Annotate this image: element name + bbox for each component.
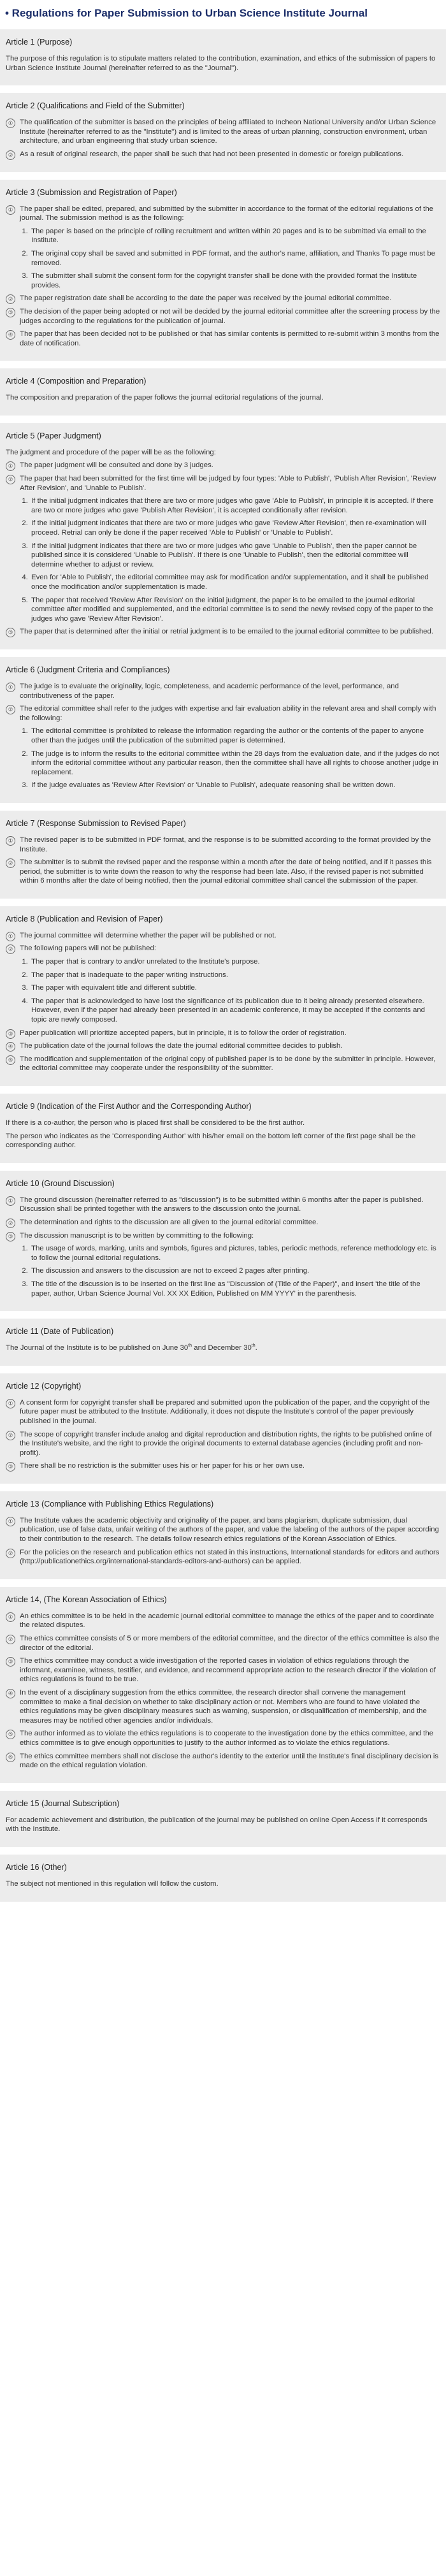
clause-number-icon: ④ <box>6 1689 15 1698</box>
clause-item <box>6 944 440 1024</box>
article-title: Article 13 (Compliance with Publishing Ethics Regulations) <box>6 1499 214 1509</box>
article-title: Article 15 (Journal Subscription) <box>6 1798 120 1808</box>
clause-item <box>6 1688 440 1725</box>
clause-item <box>6 1430 440 1458</box>
clause-item <box>6 1612 440 1630</box>
article-title: Article 16 (Other) <box>6 1862 67 1872</box>
clause-item <box>6 627 440 637</box>
clause-item <box>6 836 440 854</box>
sub-clause-item: 3. The paper with equivalent title and different subtitle. <box>30 983 440 993</box>
sub-clause-list <box>20 1244 440 1298</box>
clause-item <box>6 1548 440 1567</box>
article-title: Article 7 (Response Submission to Revised Paper) <box>6 818 186 828</box>
clause-number-icon: ② <box>6 294 15 304</box>
clause-number-icon: ③ <box>6 1232 15 1241</box>
clause-list <box>6 118 440 159</box>
clause-text: The submitter is to submit the revised paper and the response within a month after the date of being notified, and if it passes this period, the submitter is to write down the reason to why the response had been late. Also, if the revised paper is not submitted within 6 months after the date of being notified, then the journal editorial committee shall cancel the submission of the paper. <box>20 858 432 885</box>
article-title: Article 4 (Composition and Preparation) <box>6 377 147 386</box>
clause-text: There shall be no restriction is the submitter uses his or her paper for his or her own use. <box>20 1462 305 1470</box>
article-title: Article 6 (Judgment Criteria and Compliances) <box>6 665 170 674</box>
clause-text: As a result of original research, the paper shall be such that had not been presented in domestic or foreign publications. <box>20 150 404 158</box>
clause-text: The ethics committee consists of 5 or more members of the editorial committee, and the director of the ethics committee is also the director of the editorial. <box>20 1635 440 1652</box>
articles-list <box>0 29 446 1902</box>
clause-text: The editorial committee shall refer to the judges with expertise and fair evaluation ability in the relevant area and shall comply with the following: <box>20 705 436 722</box>
clause-item <box>6 1752 440 1770</box>
clause-text: The judge is to evaluate the originality, logic, completeness, and academic performance of the level, performance, and contributiveness of the paper. <box>20 682 399 700</box>
sub-clause-item: 5. The paper that received 'Review After Revision' on the initial judgment, the paper is to be emailed to the journal editorial committee after modified and supplemented, and the editorial committee is to send the newly revised copy of the paper to the judges who gave 'Review After Revision'. <box>30 596 440 624</box>
clause-number-icon: ② <box>6 1549 15 1558</box>
clause-number-icon: ③ <box>6 1657 15 1667</box>
article-7 <box>0 811 446 899</box>
article-9 <box>0 1094 446 1163</box>
clause-item <box>6 1231 440 1299</box>
clause-number-icon: ① <box>6 1399 15 1408</box>
sub-clause-item: 2. The discussion and answers to the discussion are not to exceed 2 pages after printing. <box>30 1266 440 1276</box>
sub-clause-list <box>20 957 440 1025</box>
article-paragraph: If there is a co-author, the person who is placed first shall be considered to be the first author. <box>6 1119 305 1127</box>
article-11 <box>0 1319 446 1366</box>
article-title: Article 12 (Copyright) <box>6 1381 82 1391</box>
sub-clause-item: 1. The paper is based on the principle of rolling recruitment and written within 20 pages and is to be submitted via email to the Institute. <box>30 227 440 245</box>
clause-item <box>6 1729 440 1747</box>
clause-item <box>6 329 440 348</box>
clause-text: For the policies on the research and publication ethics not stated in this instructions, International standards for editors and authors (http://publicationethics.org/international-standards-editors-and-authors) can be applied. <box>20 1548 440 1566</box>
clause-number-icon: ① <box>6 1196 15 1206</box>
clause-text: The author informed as to violate the ethics regulations is to cooperate to the investigation done by the ethics committee, and the ethics committee is to give enough opportunities to justify to the author informed as to violate the ethics regulations. <box>20 1730 434 1747</box>
clause-text: The ground discussion (hereinafter referred to as "discussion") is to be submitted within 6 months after the paper is published. Discussion shall be printed together with the answers to the discussion onto the journal. <box>20 1196 424 1213</box>
clause-number-icon: ② <box>6 858 15 868</box>
article-10 <box>0 1171 446 1311</box>
text-part: The Journal of the Institute is to be published on June 30 <box>6 1344 189 1352</box>
clause-text: The following papers will not be published: <box>20 944 157 953</box>
article-title: Article 5 (Paper Judgment) <box>6 431 101 440</box>
sub-clause-item: 2. The judge is to inform the results to the editorial committee within the 28 days from the evaluation date, and if the judges do not inform the editorial committee without any particular reason, then the committee shall have all rights to choose another judge in replacement. <box>30 749 440 778</box>
clause-text: The revised paper is to be submitted in PDF format, and the response is to be submitted according to the format provided by the Institute. <box>20 836 431 853</box>
clause-list <box>6 461 440 637</box>
clause-text: The paper registration date shall be according to the date the paper was received by the journal editorial committee. <box>20 294 392 303</box>
clause-item <box>6 1055 440 1073</box>
clause-number-icon: ⑤ <box>6 1730 15 1739</box>
clause-item <box>6 1218 440 1227</box>
clause-text: The paper that has been decided not to be published or that has similar contents is permitted to re-submit within 3 months from the date of notification. <box>20 330 440 347</box>
sub-clause-list <box>20 727 440 790</box>
article-text: For academic achievement and distribution, the publication of the journal may be published on online Open Access if it corresponds with the Institute. <box>6 1816 428 1834</box>
page-title: • Regulations for Paper Submission to Urban Science Institute Journal <box>5 7 368 19</box>
clause-text: The ethics committee members shall not disclose the author's identity to the exterior until the Institute's final disciplinary decision is made on the ethical regulation violation. <box>20 1752 439 1770</box>
clause-item <box>6 307 440 326</box>
clause-list <box>6 836 440 886</box>
clause-item <box>6 118 440 146</box>
clause-number-icon: ② <box>6 705 15 714</box>
clause-number-icon: ④ <box>6 330 15 340</box>
clause-number-icon: ① <box>6 461 15 471</box>
article-text: The judgment and procedure of the paper will be as the following: <box>6 448 216 456</box>
article-text: The subject not mentioned in this regulation will follow the custom. <box>6 1879 219 1888</box>
clause-text: The paper that had been submitted for the first time will be judged by four types: 'Able to Publish', 'Publish After Revision', 'Review After Revision', and 'Unable to Publish'. <box>20 475 436 492</box>
clause-item <box>6 1041 440 1051</box>
article-8 <box>0 906 446 1086</box>
article-paragraph: The person who indicates as the 'Corresponding Author' with his/her email on the bottom left corner of the first page shall be the corresponding author. <box>6 1132 416 1150</box>
clause-number-icon: ② <box>6 150 15 160</box>
clause-text: The ethics committee may conduct a wide investigation of the reported cases in violation of ethics regulations through the informant, examinee, witness, testifier, and evidence, and recommend appropriate action to the research director if the violation of ethics regulations is found to be true. <box>20 1657 436 1684</box>
clause-number-icon: ① <box>6 119 15 128</box>
clause-number-icon: ① <box>6 932 15 941</box>
clause-number-icon: ⑥ <box>6 1753 15 1762</box>
article-title: Article 10 (Ground Discussion) <box>6 1178 115 1188</box>
clause-item <box>6 682 440 700</box>
article-text: The purpose of this regulation is to stipulate matters related to the contribution, examination, and ethics of the submission of papers to Urban Science Institute Journal (hereinafter referred to as the "Journal"). <box>6 55 436 72</box>
clause-item <box>6 858 440 886</box>
clause-number-icon: ② <box>6 1635 15 1644</box>
article-title: Article 8 (Publication and Revision of Paper) <box>6 914 163 923</box>
clause-number-icon: ② <box>6 1431 15 1440</box>
clause-text: The scope of copyright transfer include analog and digital reproduction and distribution rights, the rights to be published online of the Institute's website, and the right to provide the original documents to external database agencies (including profit and non-profit). <box>20 1430 432 1457</box>
clause-number-icon: ① <box>6 1517 15 1526</box>
article-15 <box>0 1791 446 1847</box>
clause-number-icon: ② <box>6 1219 15 1228</box>
clause-item <box>6 474 440 623</box>
clause-text: In the event of a disciplinary suggestion from the ethics committee, the research director shall convene the management committee to make a final decision on whether to take disciplinary action or not. Members who are found to have violated the ethics regulations may be given disciplinary measures such as warning, suspension, or disqualification of membership, and the measures may be notified other agencies and/or individuals. <box>20 1689 427 1725</box>
clause-text: Paper publication will prioritize accepted papers, but in principle, it is to follow the order of registration. <box>20 1029 347 1037</box>
article-1 <box>0 29 446 85</box>
clause-text: The modification and supplementation of the original copy of published paper is to be done by the submitter in principle. However, the editorial committee may cooperate under the responsibility of the submitter. <box>20 1055 436 1073</box>
sub-clause-item: 3. The title of the discussion is to be inserted on the first line as "Discussion of (Title of the Paper)", and insert 'the title of the paper, author, Urban Science Journal Vol. XX XX Edition, Published on MM YYYY' in the parenthesis. <box>30 1280 440 1298</box>
clause-item <box>6 150 440 159</box>
article-12 <box>0 1373 446 1484</box>
clause-item <box>6 1461 440 1471</box>
sub-clause-item: 2. If the initial judgment indicates that there are two or more judges who gave 'Review After Revision', then re-examination will proceed. Retrial can only be done if the paper received 'Able to Publish' or 'Unable to Publish'. <box>30 519 440 537</box>
article-title: Article 1 (Purpose) <box>6 38 73 47</box>
clause-list <box>6 1398 440 1471</box>
clause-number-icon: ② <box>6 944 15 954</box>
clause-item <box>6 1656 440 1684</box>
clause-text: The discussion manuscript is to be written by committing to the following: <box>20 1231 254 1240</box>
article-text: The composition and preparation of the paper follows the journal editorial regulations of the journal. <box>6 394 324 402</box>
sub-clause-item: 3. If the judge evaluates as 'Review After Revision' or 'Unable to Publish', adequate reasoning shall be written down. <box>30 781 440 790</box>
clause-text: The paper judgment will be consulted and done by 3 judges. <box>20 461 213 470</box>
text-part: and December 30 <box>192 1344 252 1352</box>
clause-number-icon: ② <box>6 475 15 484</box>
sub-clause-item: 1. If the initial judgment indicates that there are two or more judges who gave 'Able to Publish', in principle it is accepted. If there are two or more judges who gave 'Publish After Revision', it is accepted conditionally after revision. <box>30 496 440 515</box>
ordinal-suffix: th <box>188 1343 192 1349</box>
clause-text: An ethics committee is to be held in the academic journal editorial committee to manage the ethics of the paper and to coordinate the related disputes. <box>20 1612 435 1630</box>
article-title: Article 9 (Indication of the First Author and the Corresponding Author) <box>6 1102 252 1111</box>
clause-text: The paper shall be edited, prepared, and submitted by the submitter in accordance to the format of the editorial regulations of the journal. The submission method is as the following: <box>20 205 434 222</box>
sub-clause-item: 1. The usage of words, marking, units and symbols, figures and pictures, tables, periodic methods, reference methodology etc. is to follow the journal editorial regulations. <box>30 1244 440 1263</box>
clause-list <box>6 1196 440 1298</box>
clause-item <box>6 1029 440 1038</box>
sub-clause-item: 1. The editorial committee is prohibited to release the information regarding the author or the contents of the paper to anyone other than the judges until the publication of the submitted paper is determined. <box>30 727 440 745</box>
clause-number-icon: ① <box>6 683 15 692</box>
clause-text: The decision of the paper being adopted or not will be decided by the journal editorial committee after the screening process by the judges according to the regulations for the publication of journal. <box>20 307 440 325</box>
clause-text: The determination and rights to the discussion are all given to the journal editorial committee. <box>20 1218 319 1226</box>
clause-number-icon: ③ <box>6 1462 15 1472</box>
clause-item <box>6 205 440 291</box>
sub-clause-list <box>20 496 440 623</box>
clause-item <box>6 1398 440 1426</box>
clause-item <box>6 1516 440 1544</box>
clause-number-icon: ① <box>6 836 15 846</box>
clause-list <box>6 931 440 1073</box>
article-text <box>6 1343 440 1353</box>
clause-list <box>6 682 440 790</box>
clause-item <box>6 1634 440 1653</box>
article-2 <box>0 93 446 171</box>
clause-item <box>6 1196 440 1214</box>
article-14 <box>0 1587 446 1783</box>
sub-clause-item: 2. The paper that is inadequate to the paper writing instructions. <box>30 971 440 980</box>
clause-text: The paper that is determined after the initial or retrial judgment is to be emailed to the journal editorial committee to be published. <box>20 628 433 636</box>
clause-text: A consent form for copyright transfer shall be prepared and submitted upon the publication of the paper, and the copyright of the future paper must be attributed to the Institute. Additionally, it does not dispute the Institute's control of the paper previously published in the journal. <box>20 1398 430 1425</box>
clause-item <box>6 704 440 790</box>
clause-text: The Institute values the academic objectivity and originality of the paper, and bans plagiarism, duplicate submission, dual publication, use of false data, unfair writing of the authors of the paper, and value the labeling of the authors of the paper according to their contribution to the research. The details follow research ethics regulations of the Korean Association of Ethics. <box>20 1516 439 1544</box>
article-13 <box>0 1491 446 1579</box>
text-part: . <box>255 1344 257 1352</box>
clause-item <box>6 461 440 470</box>
clause-number-icon: ③ <box>6 1029 15 1039</box>
article-title: Article 14, (The Korean Association of Ethics) <box>6 1595 167 1604</box>
sub-clause-list <box>20 227 440 291</box>
clause-number-icon: ① <box>6 1612 15 1622</box>
sub-clause-item: 2. The original copy shall be saved and submitted in PDF format, and the author's name, affiliation, and Thanks To page must be removed. <box>30 249 440 268</box>
clause-list <box>6 1612 440 1770</box>
sub-clause-item: 4. Even for 'Able to Publish', the editorial committee may ask for modification and/or supplementation, and it shall be published once the modification and/or supplementation is made. <box>30 573 440 591</box>
clause-item <box>6 931 440 941</box>
article-5 <box>0 423 446 649</box>
sub-clause-item: 1. The paper that is contrary to and/or unrelated to the Institute's purpose. <box>30 957 440 967</box>
clause-text: The journal committee will determine whether the paper will be published or not. <box>20 931 277 939</box>
article-title: Article 11 (Date of Publication) <box>6 1327 114 1336</box>
article-title: Article 2 (Qualifications and Field of the Submitter) <box>6 101 185 111</box>
clause-number-icon: ④ <box>6 1042 15 1052</box>
article-6 <box>0 657 446 803</box>
clause-number-icon: ③ <box>6 628 15 637</box>
clause-number-icon: ⑤ <box>6 1055 15 1065</box>
clause-text: The publication date of the journal follows the date the journal editorial committee decides to publish. <box>20 1042 343 1050</box>
clause-number-icon: ③ <box>6 308 15 317</box>
ordinal-suffix: th <box>251 1343 255 1349</box>
clause-list <box>6 1516 440 1567</box>
clause-item <box>6 294 440 303</box>
clause-text: The qualification of the submitter is based on the principles of being affiliated to Incheon National University and/or Urban Science Institute (hereinafter referred to as the "Institute") and is limited to the areas of urban planning, construction environment, urban architecture, and urban engineering that study urban science. <box>20 119 436 145</box>
clause-number-icon: ① <box>6 205 15 215</box>
article-16 <box>0 1855 446 1902</box>
sub-clause-item: 4. The paper that is acknowledged to have lost the significance of its publication due to it being already presented elsewhere. However, even if the paper had already been presented in an academic conference, it may be accepted if the contents and topic are newly composed. <box>30 997 440 1025</box>
article-4 <box>0 368 446 416</box>
sub-clause-item: 3. The submitter shall submit the consent form for the copyright transfer shall be done with the provided format the Institute provides. <box>30 271 440 290</box>
sub-clause-item: 3. If the initial judgment indicates that there are two or more judges who gave 'Unable to Publish', then the paper cannot be published since it is considered 'Unable to Publish'. If there is one 'Unable to Publish', then the editorial committee will determine whether to adjust or review. <box>30 542 440 570</box>
clause-list <box>6 205 440 349</box>
article-title: Article 3 (Submission and Registration of Paper) <box>6 187 177 197</box>
article-3 <box>0 180 446 361</box>
